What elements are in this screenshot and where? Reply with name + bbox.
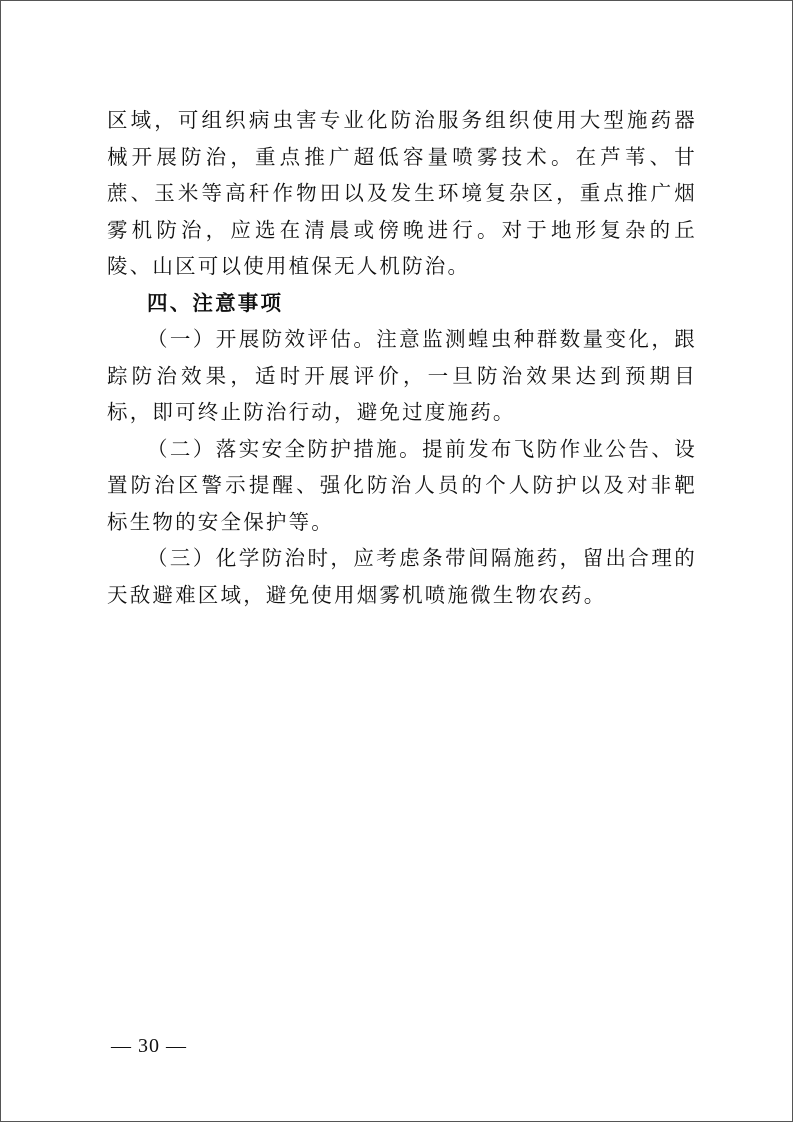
continuation-paragraph: 区域，可组织病虫害专业化防治服务组织使用大型施药器械开展防治，重点推广超低容量喷雾技术。在芦苇、甘蔗、玉米等高秆作物田以及发生环境复杂区，重点推广烟雾机防治，应选在清晨或傍晚进行。对于地形复杂的丘陵、山区可以使用植保无人机防治。 — [107, 108, 697, 278]
list-item: （三）化学防治时，应考虑条带间隔施药，留出合理的天敌避难区域，避免使用烟雾机喷施微生物农药。 — [107, 546, 697, 607]
page-number: — 30 — — [111, 1035, 187, 1057]
list-item: （二）落实安全防护措施。提前发布飞防作业公告、设置防治区警示提醒、强化防治人员的个人防护以及对非靶标生物的安全保护等。 — [107, 436, 697, 534]
list-item: （一）开展防效评估。注意监测蝗虫种群数量变化，跟踪防治效果，适时开展评价，一旦防治效果达到预期目标，即可终止防治行动，避免过度施药。 — [107, 327, 697, 424]
document-body — [107, 102, 697, 613]
section-heading: 四、注意事项 — [147, 290, 284, 315]
